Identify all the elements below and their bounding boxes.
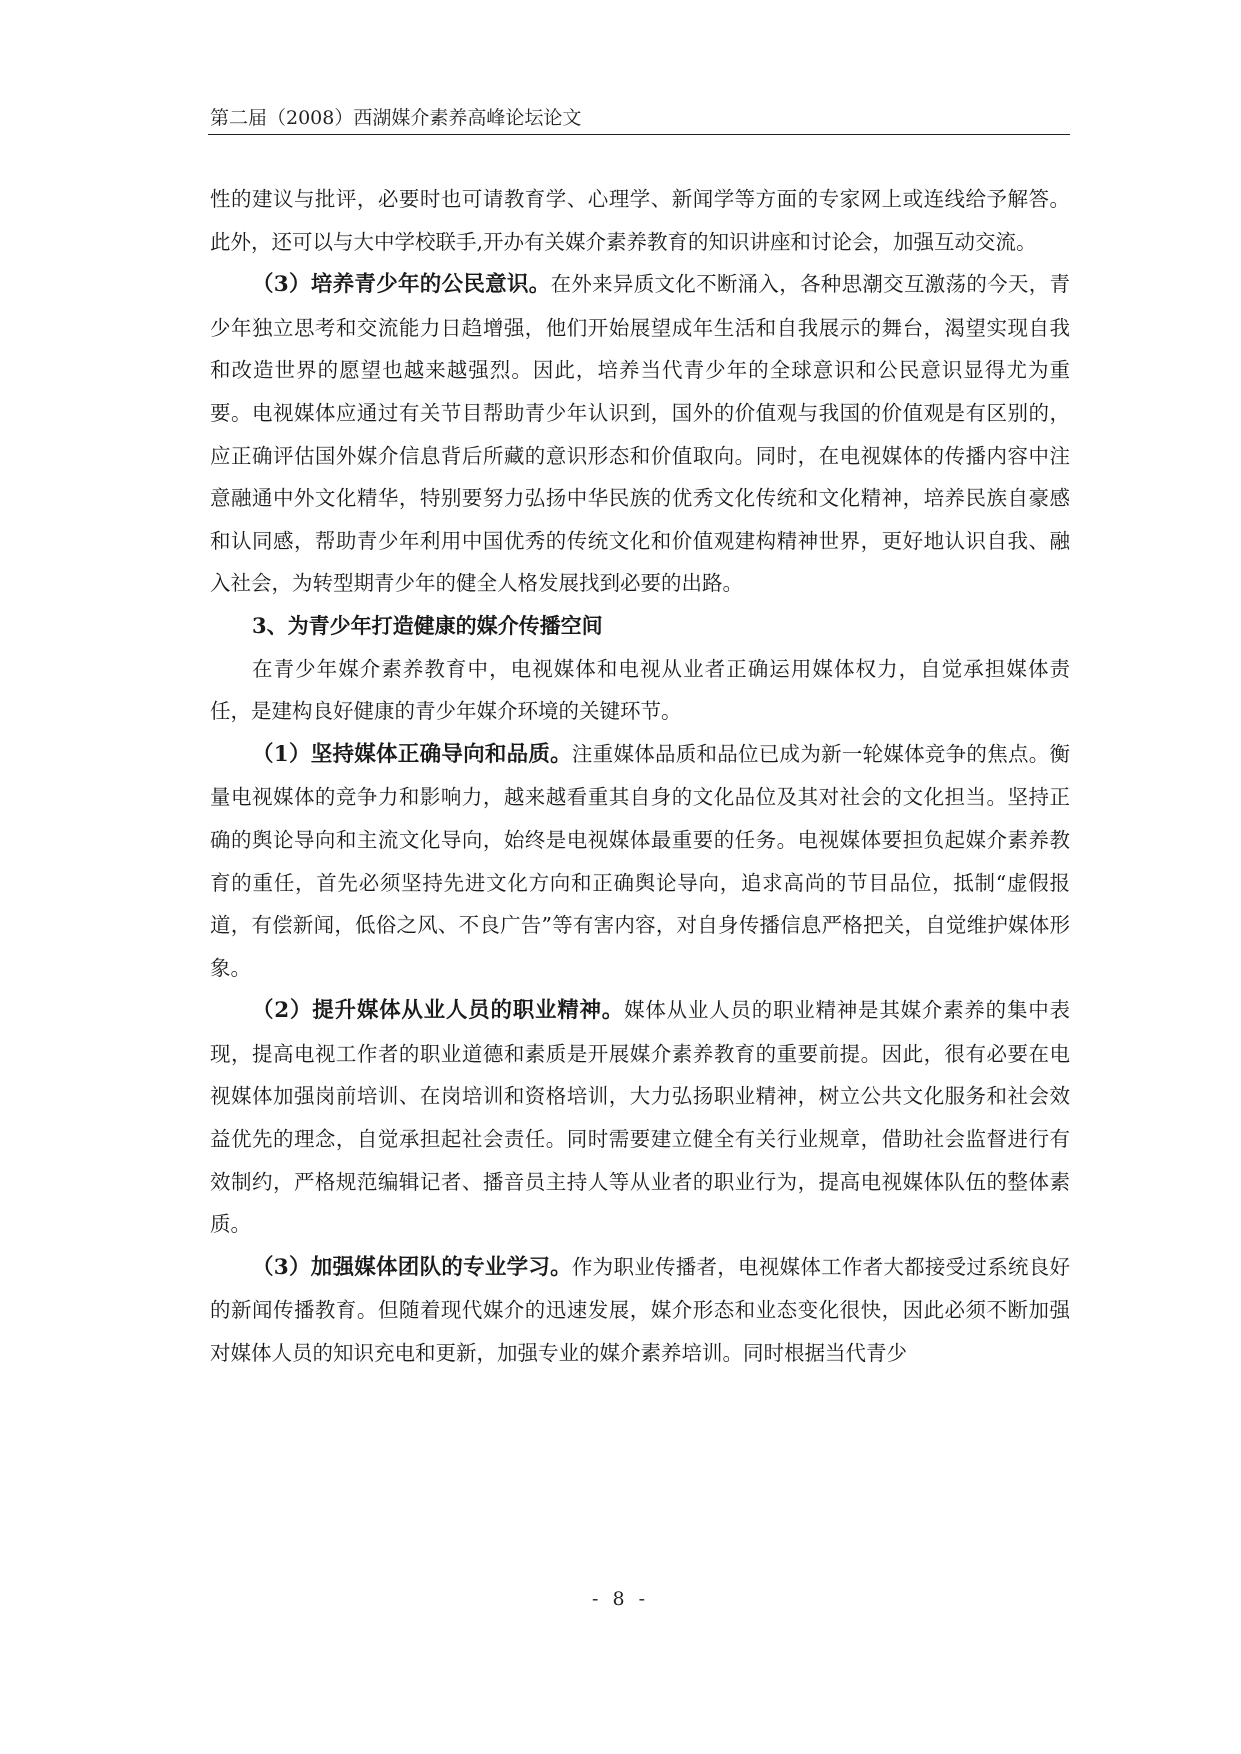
document-body: [210, 178, 1070, 1375]
paragraph-body: 作为职业传播者，电视媒体工作者大都接受过系统良好的新闻传播教育。但随着现代媒介的迅速发展，媒介形态和业态变化很快，因此必须不断加强对媒体人员的知识充电和更新，加强专业的媒介素养培训。同时根据当代青少: [210, 1254, 1070, 1366]
paragraph-team-learning: [210, 1246, 1070, 1375]
paragraph-lead: （3）加强媒体团队的专业学习。: [252, 1254, 572, 1280]
paragraph-body: 注重媒体品质和品位已成为新一轮媒体竞争的焦点。衡量电视媒体的竞争力和影响力，越来越看重其自身的文化品位及其对社会的文化担当。坚持正确的舆论导向和主流文化导向，始终是电视媒体最重要的任务。电视媒体要担负起媒介素养教育的重任，首先必须坚持先进文化方向和正确舆论导向，追求高尚的节目品位，抵制“虚假报道，有偿新闻，低俗之风、不良广告”等有害内容，对自身传播信息严格把关，自觉维护媒体形象。: [210, 741, 1070, 980]
paragraph-lead: （3）培养青少年的公民意识。: [252, 272, 551, 298]
paragraph-continuation: 性的建议与批评，必要时也可请教育学、心理学、新闻学等方面的专家网上或连线给予解答。此外，还可以与大中学校联手,开办有关媒介素养教育的知识讲座和讨论会，加强互动交流。: [210, 187, 1070, 254]
paragraph-body: 媒体从业人员的职业精神是其媒介素养的集中表现，提高电视工作者的职业道德和素质是开展媒介素养教育的重要前提。因此，很有必要在电视媒体加强岗前培训、在岗培训和资格培训，大力弘扬职业精神，树立公共文化服务和社会效益优先的理念，自觉承担起社会责任。同时需要建立健全有关行业规章，借助社会监督进行有效制约，严格规范编辑记者、播音员主持人等从业者的职业行为，提高电视媒体队伍的整体素质。: [210, 998, 1070, 1237]
paragraph-lead: （2）提升媒体从业人员的职业精神。: [252, 998, 625, 1024]
paragraph-orientation: [210, 733, 1070, 990]
paragraph-body: 在外来异质文化不断涌入，各种思潮交互激荡的今天，青少年独立思考和交流能力日趋增强，他们开始展望成年生活和自我展示的舞台，渴望实现自我和改造世界的愿望也越来越强烈。因此，培养当代青少年的全球意识和公民意识显得尤为重要。电视媒体应通过有关节目帮助青少年认识到，国外的价值观与我国的价值观是有区别的，应正确评估国外媒介信息背后所藏的意识形态和价值取向。同时，在电视媒体的传播内容中注意融通中外文化精华，特别要努力弘扬中华民族的优秀文化传统和文化精神，培养民族自豪感和认同感，帮助青少年利用中国优秀的传统文化和价值观建构精神世界，更好地认识自我、融入社会，为转型期青少年的健全人格发展找到必要的出路。: [210, 272, 1070, 596]
page-number: - 8 -: [591, 1588, 649, 1610]
page-header-title: 第二届（2008）西湖媒介素养高峰论坛论文: [210, 107, 582, 129]
paragraph-lead: （1）坚持媒体正确导向和品质。: [252, 741, 572, 767]
paragraph-professional-spirit: [210, 989, 1070, 1246]
paragraph-intro: 在青少年媒介素养教育中，电视媒体和电视从业者正确运用媒体权力，自觉承担媒体责任，是建构良好健康的青少年媒介环境的关键环节。: [210, 656, 1070, 724]
paragraph-civic-awareness: [210, 263, 1070, 605]
header-rule: [208, 134, 1070, 135]
section-heading: 3、为青少年打造健康的媒介传播空间: [252, 612, 603, 638]
